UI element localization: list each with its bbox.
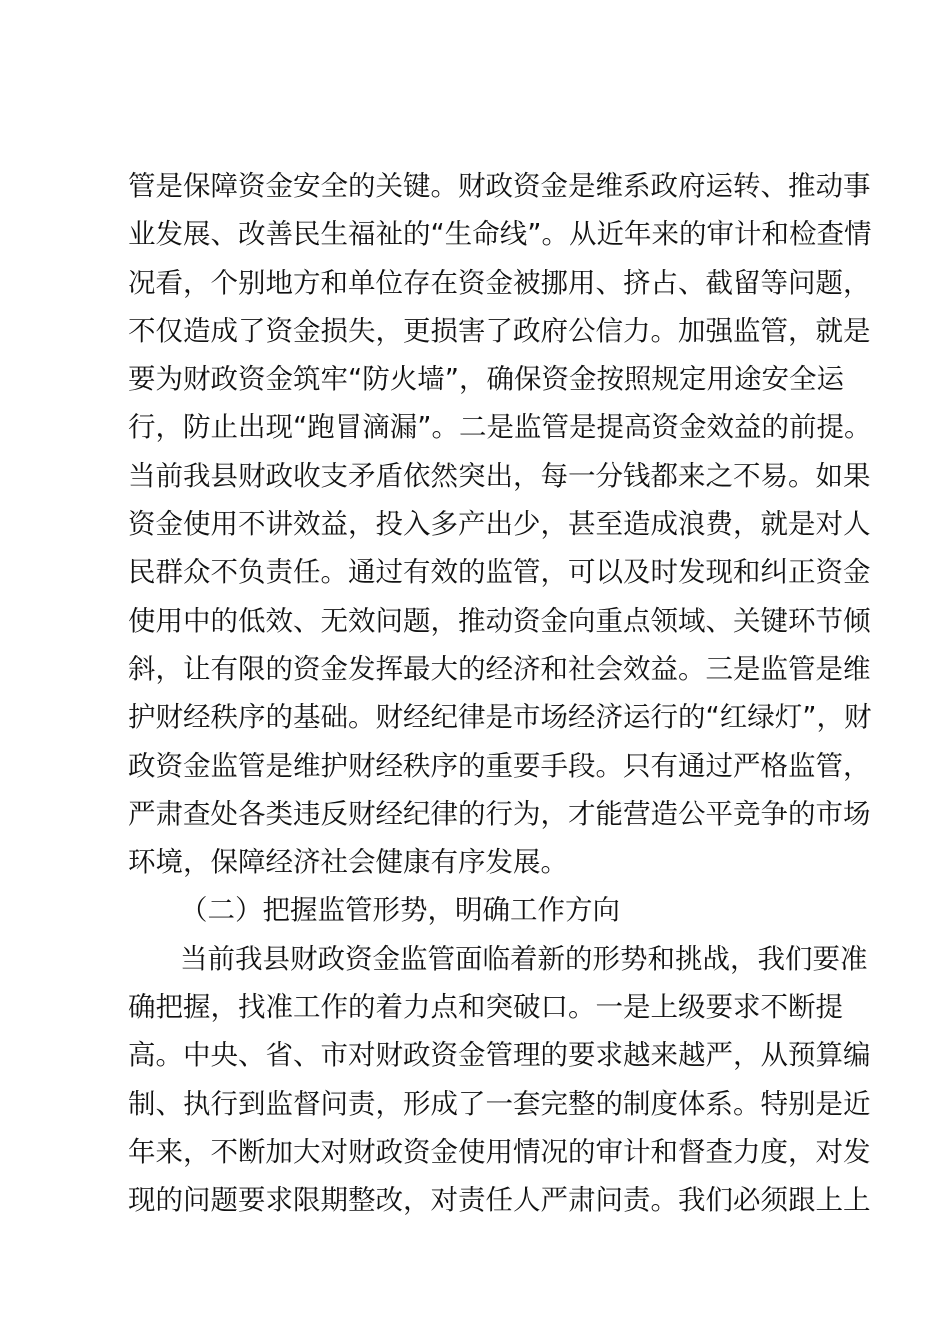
text-line: 政资金监管是维护财经秩序的重要手段。只有通过严格监管， <box>128 749 871 782</box>
text-line: 况看，个别地方和单位存在资金被挪用、挤占、截留等问题， <box>128 266 871 299</box>
text-line: 制、执行到监督问责，形成了一套完整的制度体系。特别是近 <box>128 1087 871 1120</box>
text-line: 严肃查处各类违反财经纪律的行为，才能营造公平竞争的市场 <box>128 797 871 830</box>
text-line: 确把握，找准工作的着力点和突破口。一是上级要求不断提 <box>128 991 843 1024</box>
text-line: 行，防止出现“跑冒滴漏”。二是监管是提高资金效益的前提。 <box>128 411 872 444</box>
text-line: 护财经秩序的基础。财经纪律是市场经济运行的“红绿灯”，财 <box>128 701 872 734</box>
section-heading: （二）把握监管形势，明确工作方向 <box>180 894 620 927</box>
text-line: 当前我县财政收支矛盾依然突出，每一分钱都来之不易。如果 <box>128 459 871 492</box>
text-line: 现的问题要求限期整改，对责任人严肃问责。我们必须跟上上 <box>128 1184 871 1217</box>
text-line: 年来，不断加大对财政资金使用情况的审计和督查力度，对发 <box>128 1135 871 1168</box>
text-line: 要为财政资金筑牢“防火墙”，确保资金按照规定用途安全运 <box>128 363 844 396</box>
text-line: 不仅造成了资金损失，更损害了政府公信力。加强监管，就是 <box>128 314 871 347</box>
text-line: 使用中的低效、无效问题，推动资金向重点领域、关键环节倾 <box>128 604 871 637</box>
text-line: 高。中央、省、市对财政资金管理的要求越来越严，从预算编 <box>128 1039 871 1072</box>
text-line: 环境，保障经济社会健康有序发展。 <box>128 846 568 879</box>
body-text <box>128 162 872 1225</box>
text-line: 民群众不负责任。通过有效的监管，可以及时发现和纠正资金 <box>128 556 871 589</box>
text-line: 管是保障资金安全的关键。财政资金是维系政府运转、推动事 <box>128 170 871 202</box>
text-line: 业发展、改善民生福祉的“生命线”。从近年来的审计和检查情 <box>128 218 872 251</box>
text-line: 资金使用不讲效益，投入多产出少，甚至造成浪费，就是对人 <box>128 508 871 541</box>
text-line: 当前我县财政资金监管面临着新的形势和挑战，我们要准 <box>180 942 868 975</box>
text-line: 斜，让有限的资金发挥最大的经济和社会效益。三是监管是维 <box>128 652 871 685</box>
